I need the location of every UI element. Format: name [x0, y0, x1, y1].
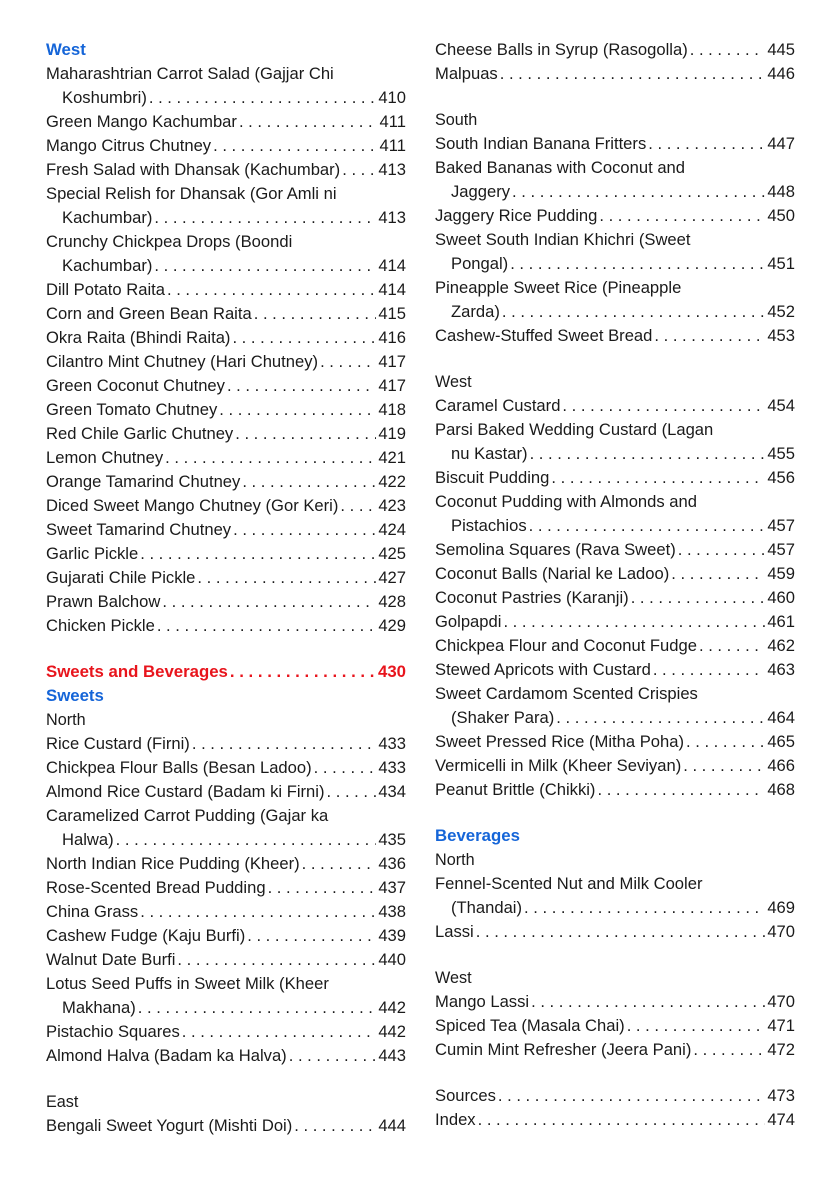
entry-title: Sources: [435, 1086, 496, 1105]
toc-entry-okra-raita-bhindi-raita: [46, 326, 406, 350]
page-number: 470: [767, 922, 795, 941]
dot-leader: [476, 1108, 766, 1132]
page-number: 410: [378, 88, 406, 107]
entry-title: (Shaker Para): [451, 708, 555, 727]
entry-title: Stewed Apricots with Custard: [435, 660, 651, 679]
page-number: 423: [378, 496, 406, 515]
toc-entry-dill-potato-raita: [46, 278, 406, 302]
spacer: [435, 348, 795, 370]
page-number: 466: [767, 756, 795, 775]
dot-leader: [549, 466, 765, 490]
toc-entry-first-line: Coconut Pudding with Almonds and: [435, 492, 697, 511]
toc-entry-golpapdi: [435, 610, 795, 634]
entry-title: Makhana): [62, 998, 136, 1017]
toc-entry-corn-and-green-bean-raita: [46, 302, 406, 326]
section-heading-sweets: Sweets: [46, 686, 104, 705]
entry-title: Mango Lassi: [435, 992, 530, 1011]
toc-entry-north-indian-rice-pudding-kheer: [46, 852, 406, 876]
toc-entry-caramel-custard: [435, 394, 795, 418]
page-number: 468: [767, 780, 795, 799]
dot-leader: [500, 300, 765, 324]
toc-entry-chicken-pickle: [46, 614, 406, 638]
page-number: 418: [378, 400, 406, 419]
dot-leader: [312, 756, 377, 780]
toc-entry-kachumbar: [46, 254, 406, 278]
entry-title: Green Tomato Chutney: [46, 400, 218, 419]
dot-leader: [501, 610, 765, 634]
page-number: 411: [379, 112, 406, 131]
dot-leader: [155, 614, 376, 638]
dot-leader: [629, 586, 766, 610]
toc-entry-vermicelli-in-milk-kheer-seviyan: [435, 754, 795, 778]
spacer: [435, 86, 795, 108]
spacer: [435, 1062, 795, 1084]
dot-leader: [498, 62, 766, 86]
toc-column-left: [46, 38, 406, 1138]
entry-title: Cashew Fudge (Kaju Burfi): [46, 926, 246, 945]
page-number: 455: [767, 444, 795, 463]
entry-title: Halwa): [62, 830, 114, 849]
toc-entry-coconut-balls-narial-ke-ladoo: [435, 562, 795, 586]
entry-title: Chicken Pickle: [46, 616, 155, 635]
entry-title: Pongal): [451, 254, 509, 273]
dot-leader: [318, 350, 376, 374]
toc-entry-first-line: Pineapple Sweet Rice (Pineapple: [435, 278, 682, 297]
dot-leader: [114, 828, 377, 852]
toc-entry-first-line: Fennel-Scented Nut and Milk Cooler: [435, 874, 703, 893]
region-heading-north: North: [435, 851, 475, 869]
toc-entry-green-mango-kachumbar: [46, 110, 406, 134]
page-number: 453: [767, 326, 795, 345]
dot-leader: [165, 278, 376, 302]
page-number: 457: [767, 540, 795, 559]
entry-title: Cilantro Mint Chutney (Hari Chutney): [46, 352, 319, 371]
dot-leader: [597, 204, 765, 228]
spacer: [435, 802, 795, 824]
dot-leader: [292, 1114, 376, 1138]
page-number: 470: [767, 992, 795, 1011]
page-number: 459: [767, 564, 795, 583]
entry-title: China Grass: [46, 902, 139, 921]
page-number: 465: [767, 732, 795, 751]
entry-title: Diced Sweet Mango Chutney (Gor Keri): [46, 496, 339, 515]
region-heading-west: West: [435, 969, 472, 987]
entry-title: Fresh Salad with Dhansak (Kachumbar): [46, 160, 341, 179]
dot-leader: [560, 394, 765, 418]
entry-title: Golpapdi: [435, 612, 502, 631]
entry-title: Mango Citrus Chutney: [46, 136, 212, 155]
dot-leader: [160, 590, 376, 614]
page-number: 429: [378, 616, 406, 635]
toc-entry-cashew-fudge-kaju-burfi: [46, 924, 406, 948]
entry-title: Corn and Green Bean Raita: [46, 304, 252, 323]
dot-leader: [474, 920, 766, 944]
dot-leader: [529, 990, 765, 1014]
entry-title: Cumin Mint Refresher (Jeera Pani): [435, 1040, 692, 1059]
page-number: 472: [767, 1040, 795, 1059]
toc-entry-red-chile-garlic-chutney: [46, 422, 406, 446]
page-number: 461: [767, 612, 795, 631]
page-number: 460: [767, 588, 795, 607]
toc-entry-sources: [435, 1084, 795, 1108]
toc-entry-zarda: [435, 300, 795, 324]
page-number: 425: [378, 544, 406, 563]
dot-leader: [510, 180, 765, 204]
toc-entry-coconut-pastries-karanji: [435, 586, 795, 610]
page-number: 422: [378, 472, 406, 491]
toc-column-right: [435, 38, 795, 1132]
toc-entry-shaker-para: [435, 706, 795, 730]
dot-leader: [138, 542, 376, 566]
toc-entry-jaggery-rice-pudding: [435, 204, 795, 228]
toc-entry-cumin-mint-refresher-jeera-pani: [435, 1038, 795, 1062]
toc-entry-index: [435, 1108, 795, 1132]
region-heading-west: West: [435, 373, 472, 391]
toc-entry-bengali-sweet-yogurt-mishti-doi: [46, 1114, 406, 1138]
entry-title: Koshumbri): [62, 88, 147, 107]
entry-title: Cashew-Stuffed Sweet Bread: [435, 326, 653, 345]
page-number: 474: [767, 1110, 795, 1129]
entry-title: Walnut Date Burfi: [46, 950, 176, 969]
entry-title: Jaggery Rice Pudding: [435, 206, 598, 225]
dot-leader: [625, 1014, 766, 1038]
entry-title: Pistachios: [451, 516, 527, 535]
entry-title: Vermicelli in Milk (Kheer Seviyan): [435, 756, 682, 775]
toc-entry-lassi: [435, 920, 795, 944]
entry-title: Kachumbar): [62, 256, 153, 275]
toc-entry-peanut-brittle-chikki: [435, 778, 795, 802]
entry-title: Jaggery: [451, 182, 511, 201]
dot-leader: [237, 110, 378, 134]
entry-title: Bengali Sweet Yogurt (Mishti Doi): [46, 1116, 293, 1135]
page-number: 415: [378, 304, 406, 323]
toc-entry-first-line: Caramelized Carrot Pudding (Gajar ka: [46, 806, 329, 825]
toc-entry-biscuit-pudding: [435, 466, 795, 490]
page-number: 457: [767, 516, 795, 535]
toc-entry-jaggery: [435, 180, 795, 204]
dot-leader: [233, 422, 376, 446]
dot-leader: [338, 494, 376, 518]
dot-leader: [325, 780, 377, 804]
page-number: 411: [379, 136, 406, 155]
spacer: [46, 638, 406, 660]
page-number: 414: [378, 256, 406, 275]
entry-title: Prawn Balchow: [46, 592, 161, 611]
page-number: 413: [378, 208, 406, 227]
dot-leader: [228, 660, 376, 684]
page-number: 442: [378, 998, 406, 1017]
page-number: 440: [378, 950, 406, 969]
toc-entry-first-line: Lotus Seed Puffs in Sweet Milk (Kheer: [46, 974, 329, 993]
page-number: 434: [378, 782, 406, 801]
dot-leader: [147, 86, 376, 110]
entry-title: Coconut Balls (Narial ke Ladoo): [435, 564, 670, 583]
dot-leader: [138, 900, 376, 924]
toc-entry-sweet-pressed-rice-mitha-poha: [435, 730, 795, 754]
region-heading-east: East: [46, 1093, 79, 1111]
page-number: 444: [378, 1116, 406, 1135]
dot-leader: [554, 706, 765, 730]
toc-entry-cilantro-mint-chutney-hari-chutney: [46, 350, 406, 374]
page-number: 463: [767, 660, 795, 679]
toc-entry-orange-tamarind-chutney: [46, 470, 406, 494]
toc-entry-chickpea-flour-balls-besan-ladoo: [46, 756, 406, 780]
toc-entry-mango-citrus-chutney: [46, 134, 406, 158]
dot-leader: [496, 1084, 765, 1108]
dot-leader: [225, 374, 376, 398]
dot-leader: [287, 1044, 377, 1068]
toc-entry-walnut-date-burfi: [46, 948, 406, 972]
entry-title: Rose-Scented Bread Pudding: [46, 878, 266, 897]
dot-leader: [697, 634, 765, 658]
entry-title: (Thandai): [451, 898, 523, 917]
page-number: 462: [767, 636, 795, 655]
toc-entry-sweet-tamarind-chutney: [46, 518, 406, 542]
page-number: 427: [378, 568, 406, 587]
dot-leader: [217, 398, 376, 422]
entry-title: Almond Rice Custard (Badam ki Firni): [46, 782, 325, 801]
toc-entry-lemon-chutney: [46, 446, 406, 470]
dot-leader: [646, 132, 765, 156]
toc-entry-kachumbar: [46, 206, 406, 230]
page-number: 450: [767, 206, 795, 225]
toc-entry-halwa: [46, 828, 406, 852]
toc-entry-rice-custard-firni: [46, 732, 406, 756]
dot-leader: [669, 562, 765, 586]
dot-leader: [175, 948, 376, 972]
entry-title: Malpuas: [435, 64, 498, 83]
entry-title: Sweets and Beverages: [46, 662, 228, 681]
toc-entry-spiced-tea-masala-chai: [435, 1014, 795, 1038]
toc-entry-garlic-pickle: [46, 542, 406, 566]
page-number: 452: [767, 302, 795, 321]
toc-entry-rose-scented-bread-pudding: [46, 876, 406, 900]
toc-entry-koshumbri: [46, 86, 406, 110]
page-number: 428: [378, 592, 406, 611]
dot-leader: [691, 1038, 765, 1062]
dot-leader: [340, 158, 376, 182]
dot-leader: [652, 324, 765, 348]
toc-entry-diced-sweet-mango-chutney-gor-keri: [46, 494, 406, 518]
toc-entry-gujarati-chile-pickle: [46, 566, 406, 590]
toc-entry-south-indian-banana-fritters: [435, 132, 795, 156]
toc-entry-mango-lassi: [435, 990, 795, 1014]
toc-entry-first-line: Crunchy Chickpea Drops (Boondi: [46, 232, 293, 251]
page-number: 447: [767, 134, 795, 153]
page-number: 451: [767, 254, 795, 273]
entry-title: Biscuit Pudding: [435, 468, 550, 487]
toc-entry-first-line: Baked Bananas with Coconut and: [435, 158, 686, 177]
entry-title: Index: [435, 1110, 476, 1129]
toc-entry-first-line: Maharashtrian Carrot Salad (Gajjar Chi: [46, 64, 334, 83]
entry-title: Gujarati Chile Pickle: [46, 568, 196, 587]
entry-title: Rice Custard (Firni): [46, 734, 190, 753]
toc-entry-cashew-stuffed-sweet-bread: [435, 324, 795, 348]
page-number: 419: [378, 424, 406, 443]
dot-leader: [195, 566, 376, 590]
dot-leader: [522, 896, 765, 920]
toc-entry-pistachio-squares: [46, 1020, 406, 1044]
entry-title: Sweet Pressed Rice (Mitha Poha): [435, 732, 685, 751]
toc-entry-cheese-balls-in-syrup-rasogolla: [435, 38, 795, 62]
dot-leader: [211, 134, 377, 158]
entry-title: Orange Tamarind Chutney: [46, 472, 241, 491]
dot-leader: [252, 302, 377, 326]
toc-entry-prawn-balchow: [46, 590, 406, 614]
region-heading-north: North: [46, 711, 86, 729]
entry-title: Red Chile Garlic Chutney: [46, 424, 234, 443]
entry-title: Lemon Chutney: [46, 448, 164, 467]
entry-title: Almond Halva (Badam ka Halva): [46, 1046, 287, 1065]
dot-leader: [163, 446, 376, 470]
toc-entry-semolina-squares-rava-sweet: [435, 538, 795, 562]
dot-leader: [180, 1020, 377, 1044]
entry-title: Semolina Squares (Rava Sweet): [435, 540, 676, 559]
toc-entry-first-line: Sweet Cardamom Scented Crispies: [435, 684, 698, 703]
dot-leader: [651, 658, 765, 682]
entry-title: Zarda): [451, 302, 500, 321]
entry-title: Dill Potato Raita: [46, 280, 165, 299]
toc-entry-stewed-apricots-with-custard: [435, 658, 795, 682]
toc-entry-pongal: [435, 252, 795, 276]
page-number: 443: [378, 1046, 406, 1065]
toc-entry-thandai: [435, 896, 795, 920]
page-number: 430: [378, 662, 406, 681]
dot-leader: [152, 206, 376, 230]
page-number: 413: [378, 160, 406, 179]
page-number: 448: [767, 182, 795, 201]
section-heading-west: West: [46, 40, 86, 59]
dot-leader: [527, 514, 766, 538]
section-heading-beverages: Beverages: [435, 826, 520, 845]
dot-leader: [231, 518, 376, 542]
entry-title: Kachumbar): [62, 208, 153, 227]
dot-leader: [595, 778, 765, 802]
entry-title: Chickpea Flour and Coconut Fudge: [435, 636, 697, 655]
toc-entry-malpuas: [435, 62, 795, 86]
entry-title: nu Kastar): [451, 444, 528, 463]
toc-entry-almond-halva-badam-ka-halva: [46, 1044, 406, 1068]
page-number: 439: [378, 926, 406, 945]
dot-leader: [240, 470, 376, 494]
entry-title: Green Mango Kachumbar: [46, 112, 237, 131]
toc-entry-green-tomato-chutney: [46, 398, 406, 422]
toc-entry-makhana: [46, 996, 406, 1020]
page-number: 456: [767, 468, 795, 487]
dot-leader: [230, 326, 376, 350]
page-number: 442: [378, 1022, 406, 1041]
page-number: 433: [378, 758, 406, 777]
dot-leader: [190, 732, 376, 756]
dot-leader: [300, 852, 377, 876]
toc-entry-china-grass: [46, 900, 406, 924]
page-number: 414: [378, 280, 406, 299]
toc-entry-pistachios: [435, 514, 795, 538]
entry-title: Caramel Custard: [435, 396, 561, 415]
entry-title: Sweet Tamarind Chutney: [46, 520, 232, 539]
page-number: 473: [767, 1086, 795, 1105]
toc-entry-chickpea-flour-and-coconut-fudge: [435, 634, 795, 658]
page-number: 454: [767, 396, 795, 415]
dot-leader: [508, 252, 765, 276]
toc-entry-first-line: Special Relish for Dhansak (Gor Amli ni: [46, 184, 337, 203]
toc-entry-green-coconut-chutney: [46, 374, 406, 398]
page-number: 435: [378, 830, 406, 849]
entry-title: Pistachio Squares: [46, 1022, 180, 1041]
dot-leader: [245, 924, 376, 948]
toc-entry-first-line: Parsi Baked Wedding Custard (Lagan: [435, 420, 714, 439]
entry-title: Cheese Balls in Syrup (Rasogolla): [435, 40, 688, 59]
dot-leader: [681, 754, 765, 778]
entry-title: Lassi: [435, 922, 474, 941]
entry-title: South Indian Banana Fritters: [435, 134, 647, 153]
toc-entry-nu-kastar: [435, 442, 795, 466]
entry-title: Okra Raita (Bhindi Raita): [46, 328, 231, 347]
dot-leader: [528, 442, 766, 466]
toc-chapter-sweets-and-beverages: [46, 660, 406, 684]
entry-title: Green Coconut Chutney: [46, 376, 225, 395]
page-number: 471: [767, 1016, 795, 1035]
dot-leader: [676, 538, 766, 562]
toc-entry-first-line: Sweet South Indian Khichri (Sweet: [435, 230, 691, 249]
entry-title: Peanut Brittle (Chikki): [435, 780, 596, 799]
page-number: 445: [767, 40, 795, 59]
toc-entry-fresh-salad-with-dhansak-kachumbar: [46, 158, 406, 182]
entry-title: Chickpea Flour Balls (Besan Ladoo): [46, 758, 312, 777]
entry-title: North Indian Rice Pudding (Kheer): [46, 854, 300, 873]
page-number: 416: [378, 328, 406, 347]
dot-leader: [152, 254, 376, 278]
page-number: 436: [378, 854, 406, 873]
page-number: 438: [378, 902, 406, 921]
spacer: [435, 944, 795, 966]
page-number: 433: [378, 734, 406, 753]
entry-title: Garlic Pickle: [46, 544, 139, 563]
page-number: 424: [378, 520, 406, 539]
page-number: 437: [378, 878, 406, 897]
dot-leader: [136, 996, 377, 1020]
dot-leader: [688, 38, 766, 62]
dot-leader: [684, 730, 765, 754]
page-number: 417: [378, 376, 406, 395]
page-number: 421: [378, 448, 406, 467]
toc-entry-almond-rice-custard-badam-ki-firni: [46, 780, 406, 804]
entry-title: Spiced Tea (Masala Chai): [435, 1016, 625, 1035]
dot-leader: [266, 876, 377, 900]
page-number: 417: [378, 352, 406, 371]
spacer: [46, 1068, 406, 1090]
entry-title: Coconut Pastries (Karanji): [435, 588, 629, 607]
page-number: 469: [767, 898, 795, 917]
page-number: 464: [767, 708, 795, 727]
region-heading-south: South: [435, 111, 478, 129]
page-number: 446: [767, 64, 795, 83]
